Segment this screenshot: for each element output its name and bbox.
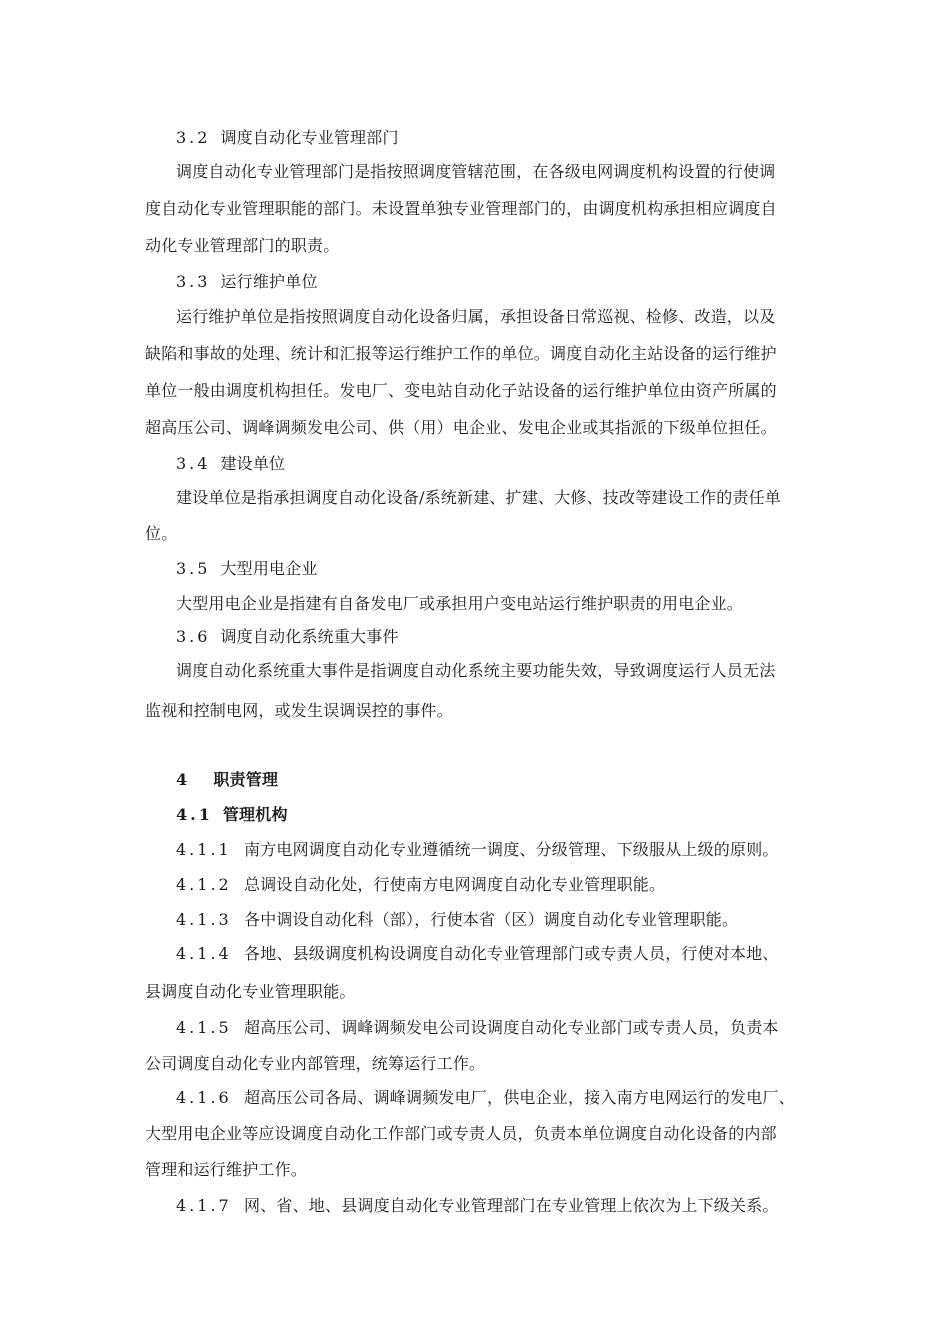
paragraph-line: 调度自动化系统重大事件是指调度自动化系统主要功能失效，导致调度运行人员无法 [176, 661, 776, 680]
paragraph-line: 缺陷和事故的处理、统计和汇报等运行维护工作的单位。调度自动化主站设备的运行维护 [145, 344, 777, 363]
paragraph-line: 度自动化专业管理职能的部门。未设置单独专业管理部门的，由调度机构承担相应调度自 [145, 199, 777, 218]
section-heading-3-6: 3.6 调度自动化系统重大事件 [176, 627, 399, 646]
list-item-4-1-2: 4.1.2 总调设自动化处，行使南方电网调度自动化专业管理职能。 [176, 875, 666, 894]
paragraph-line: 监视和控制电网，或发生误调误控的事件。 [145, 701, 453, 720]
paragraph-line: 县调度自动化专业管理职能。 [145, 982, 356, 1001]
chapter-heading-4: 4 职责管理 [176, 770, 279, 789]
paragraph-line: 运行维护单位是指按照调度自动化设备归属，承担设备日常巡视、检修、改造，以及 [176, 307, 776, 326]
section-heading-3-3: 3.3 运行维护单位 [176, 272, 318, 291]
paragraph-line: 大型用电企业是指建有自备发电厂或承担用户变电站运行维护职责的用电企业。 [176, 594, 744, 613]
list-item-4-1-6: 4.1.6 超高压公司各局、调峰调频发电厂，供电企业，接入南方电网运行的发电厂、 [176, 1088, 795, 1107]
section-heading-4-1: 4.1 管理机构 [176, 805, 288, 824]
section-heading-3-2: 3.2 调度自动化专业管理部门 [176, 128, 399, 147]
paragraph-line: 管理和运行维护工作。 [145, 1160, 308, 1179]
list-item-4-1-3: 4.1.3 各中调设自动化科（部），行使本省（区）调度自动化专业管理职能。 [176, 910, 739, 929]
list-item-4-1-4: 4.1.4 各地、县级调度机构设调度自动化专业管理部门或专责人员，行使对本地、 [176, 944, 779, 963]
list-item-4-1-5: 4.1.5 超高压公司、调峰调频发电公司设调度自动化专业部门或专责人员，负责本 [176, 1018, 779, 1037]
list-item-4-1-7: 4.1.7 网、省、地、县调度自动化专业管理部门在专业管理上依次为上下级关系。 [176, 1196, 779, 1215]
paragraph-line: 建设单位是指承担调度自动化设备/系统新建、扩建、大修、技改等建设工作的责任单 [176, 488, 781, 507]
paragraph-line: 超高压公司、调峰调频发电公司、供（用）电企业、发电企业或其指派的下级单位担任。 [145, 418, 777, 437]
section-heading-3-4: 3.4 建设单位 [176, 454, 286, 473]
section-heading-3-5: 3.5 大型用电企业 [176, 559, 318, 578]
list-item-4-1-1: 4.1.1 南方电网调度自动化专业遵循统一调度、分级管理、下级服从上级的原则。 [176, 840, 779, 859]
paragraph-line: 大型用电企业等应设调度自动化工作部门或专责人员，负责本单位调度自动化设备的内部 [145, 1124, 777, 1143]
paragraph-line: 位。 [145, 524, 178, 543]
paragraph-line: 动化专业管理部门的职责。 [145, 236, 340, 255]
paragraph-line: 单位一般由调度机构担任。发电厂、变电站自动化子站设备的运行维护单位由资产所属的 [145, 381, 777, 400]
paragraph-line: 调度自动化专业管理部门是指按照调度管辖范围，在各级电网调度机构设置的行使调 [176, 162, 776, 181]
paragraph-line: 公司调度自动化专业内部管理，统筹运行工作。 [145, 1054, 486, 1073]
